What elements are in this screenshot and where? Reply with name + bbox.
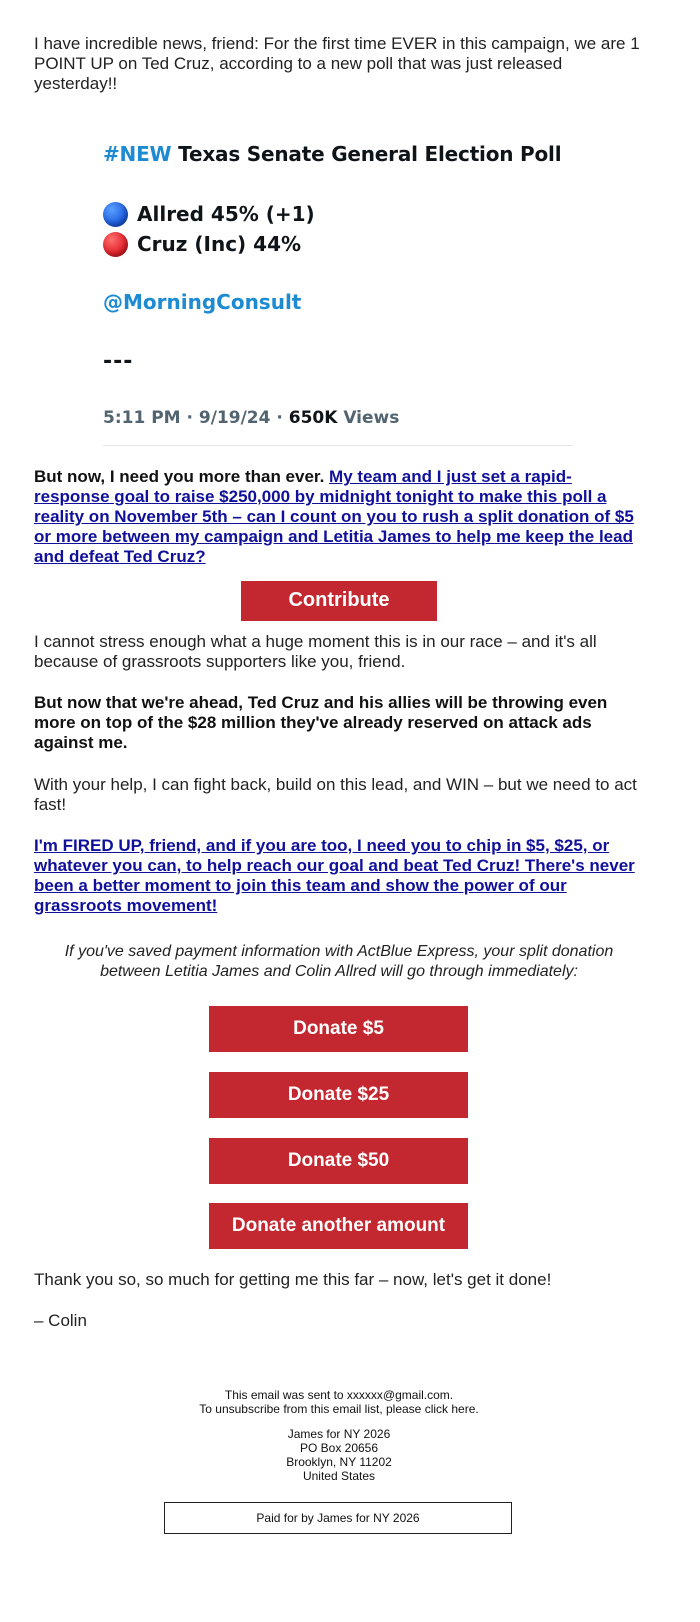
sent-to-text: This email was sent to xxxxxx@gmail.com.: [224, 1388, 454, 1402]
grassroots-paragraph: I cannot stress enough what a huge moment this is in our race – and it's all because of grassroots supporters like you, friend.: [34, 632, 597, 671]
address-line: PO Box 20656: [299, 1441, 379, 1455]
tweet-dashes: ---: [103, 349, 134, 374]
actblue-express-note: If you've saved payment information with ActBlue Express, your split donation between Letitia James and Colin Allred will go through immediately:: [64, 943, 614, 980]
tweet-meta: [103, 406, 573, 430]
fight-back-paragraph: With your help, I can fight back, build on this lead, and WIN – but we need to act fast!: [34, 775, 637, 814]
unsubscribe-link[interactable]: To unsubscribe from this email list, please click here.: [199, 1402, 479, 1416]
fired-up-donate-link[interactable]: I'm FIRED UP, friend, and if you are too, I need you to chip in $5, $25, or whatever you can, to help reach our goal and beat Ted Cruz! There's never been a better moment to join this team and show the power of our grassroots movement!: [34, 836, 635, 915]
blue-circle-icon: [103, 202, 128, 227]
fired-up-paragraph: [34, 836, 644, 916]
tweet-divider: [103, 445, 573, 446]
signoff-text: – Colin: [34, 1311, 87, 1330]
donate-25-button[interactable]: Donate $25: [209, 1072, 468, 1118]
tweet-headline: [103, 140, 573, 168]
urgent-appeal-bold: But now, I need you more than ever.: [34, 467, 330, 486]
poll-row-allred: [103, 199, 573, 229]
tweet-handle-link[interactable]: @MorningConsult: [103, 290, 302, 314]
attack-ads-paragraph: But now that we're ahead, Ted Cruz and his allies will be throwing even more on top of the $28 million they've already reserved on attack ads against me.: [34, 693, 608, 752]
tweet-timestamp[interactable]: 5:11 PM · 9/19/24 ·: [103, 408, 289, 428]
hashtag-new[interactable]: #NEW: [103, 142, 172, 166]
contribute-button[interactable]: Contribute: [241, 581, 437, 621]
tweet-views-count: 650K: [288, 408, 338, 428]
tweet-headline-text: Texas Senate General Election Poll: [171, 142, 562, 166]
urgent-appeal-paragraph: [34, 467, 644, 567]
donate-50-button[interactable]: Donate $50: [209, 1138, 468, 1184]
address-line: Brooklyn, NY 11202: [286, 1455, 392, 1469]
footer-address: [0, 1427, 678, 1483]
donate-other-amount-button[interactable]: Donate another amount: [209, 1203, 468, 1249]
address-line: James for NY 2026: [287, 1427, 391, 1441]
poll-row-cruz: [103, 229, 573, 259]
unsubscribe-text: [0, 1402, 678, 1416]
poll-tweet-embed: [103, 140, 573, 430]
red-circle-icon: [103, 232, 128, 257]
tweet-views-label: Views: [337, 408, 400, 428]
intro-text: I have incredible news, friend: For the first time EVER in this campaign, we are 1 POINT UP on Ted Cruz, according to a new poll that was just released yesterday!!: [34, 34, 640, 93]
rapid-response-goal-link[interactable]: My team and I just set a rapid-response goal to raise $250,000 by midnight tonight to make this poll a reality on November 5th – can I count on you to rush a split donation of $5 or more between my campaign and Letitia James to help me keep the lead and defeat Ted Cruz?: [34, 467, 634, 566]
footer-notice: [0, 1388, 678, 1416]
poll-row-allred-text: Allred 45% (+1): [137, 202, 315, 226]
donate-5-button[interactable]: Donate $5: [209, 1006, 468, 1052]
address-line: United States: [302, 1469, 376, 1483]
poll-row-cruz-text: Cruz (Inc) 44%: [137, 232, 302, 256]
paid-for-disclaimer: Paid for by James for NY 2026: [164, 1502, 512, 1534]
thank-you-text: Thank you so, so much for getting me this far – now, let's get it done!: [34, 1270, 552, 1289]
